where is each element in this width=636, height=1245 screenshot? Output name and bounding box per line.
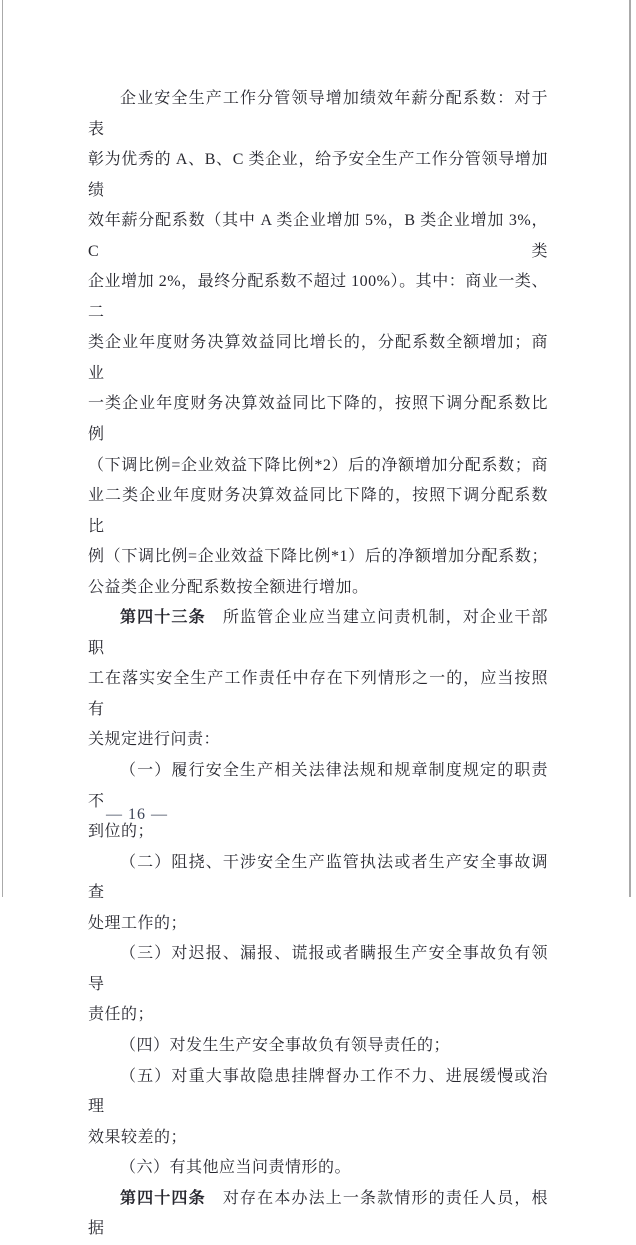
page-number: — 16 — xyxy=(106,806,168,823)
text-line-content: 效年薪分配系数（其中 A 类企业增加 5%，B 类企业增加 3%，C 类 xyxy=(88,212,548,260)
text-line xyxy=(88,84,548,145)
text-line-content: 效果较差的； xyxy=(88,1128,188,1146)
text-line-content: 对存在本办法上一条款情形的责任人员，根据 xyxy=(88,1189,548,1238)
text-line xyxy=(88,481,548,542)
text-line xyxy=(88,939,548,1000)
text-line-content: 类企业年度财务决算效益同比增长的，分配系数全额增加；商业 xyxy=(88,334,548,382)
text-line xyxy=(88,725,548,756)
text-line xyxy=(88,909,548,940)
text-line-content: 业二类企业年度财务决算效益同比下降的，按照下调分配系数比 xyxy=(88,487,548,535)
text-line xyxy=(88,848,548,909)
text-line xyxy=(88,389,548,450)
text-line-content: 例（下调比例=企业效益下降比例*1）后的净额增加分配系数； xyxy=(88,548,548,566)
text-line-content: （五）对重大事故隐患挂牌督办工作不力、进展缓慢或治理 xyxy=(88,1067,548,1116)
text-line xyxy=(88,1184,548,1245)
article-heading: 第四十四条 xyxy=(120,1189,206,1207)
text-line xyxy=(88,328,548,389)
article-heading: 第四十三条 xyxy=(120,609,206,627)
text-line xyxy=(88,1031,548,1062)
text-line-content: 处理工作的； xyxy=(88,914,188,932)
text-line xyxy=(88,145,548,206)
page-edge-left xyxy=(2,0,3,897)
text-line-content: （三）对迟报、漏报、谎报或者瞒报生产安全事故负有领导 xyxy=(88,945,548,993)
text-line-content: （四）对发生生产安全事故负有领导责任的； xyxy=(120,1036,451,1054)
text-line-content: （下调比例=企业效益下降比例*2）后的净额增加分配系数；商 xyxy=(88,456,548,474)
text-line-content: 所监管企业应当建立问责机制，对企业干部职 xyxy=(88,609,548,657)
text-line-content: 企业增加 2%，最终分配系数不超过 100%）。其中：商业一类、二 xyxy=(88,273,548,321)
text-line xyxy=(88,267,548,328)
text-line-content: 企业安全生产工作分管领导增加绩效年薪分配系数：对于表 xyxy=(88,90,548,138)
text-line-content: 工在落实安全生产工作责任中存在下列情形之一的，应当按照有 xyxy=(88,670,548,718)
text-line xyxy=(88,603,548,664)
text-line-content: （六）有其他应当问责情形的。 xyxy=(120,1159,352,1177)
text-line xyxy=(88,1123,548,1154)
text-line-content: 关规定进行问责： xyxy=(88,731,221,749)
text-line-content: 彰为优秀的 A、B、C 类企业，给予安全生产工作分管领导增加绩 xyxy=(88,151,548,199)
text-line-content: 责任的； xyxy=(88,1006,155,1024)
text-line xyxy=(88,542,548,573)
text-line xyxy=(88,1062,548,1123)
text-line xyxy=(88,664,548,725)
page-edge-right xyxy=(629,0,631,897)
text-line xyxy=(88,206,548,267)
text-line xyxy=(88,451,548,482)
text-line xyxy=(88,573,548,604)
text-line-content: 公益类企业分配系数按全额进行增加。 xyxy=(88,578,369,596)
text-line xyxy=(88,1153,548,1184)
text-line-content: 到位的； xyxy=(88,823,155,841)
text-block xyxy=(88,84,548,1245)
text-line-content: 一类企业年度财务决算效益同比下降的，按照下调分配系数比例 xyxy=(88,395,548,444)
text-line-content: （二）阻挠、干涉安全生产监管执法或者生产安全事故调查 xyxy=(88,853,548,902)
text-line xyxy=(88,1000,548,1031)
text-line-content: （一）履行安全生产相关法律法规和规章制度规定的职责不 xyxy=(88,762,548,810)
